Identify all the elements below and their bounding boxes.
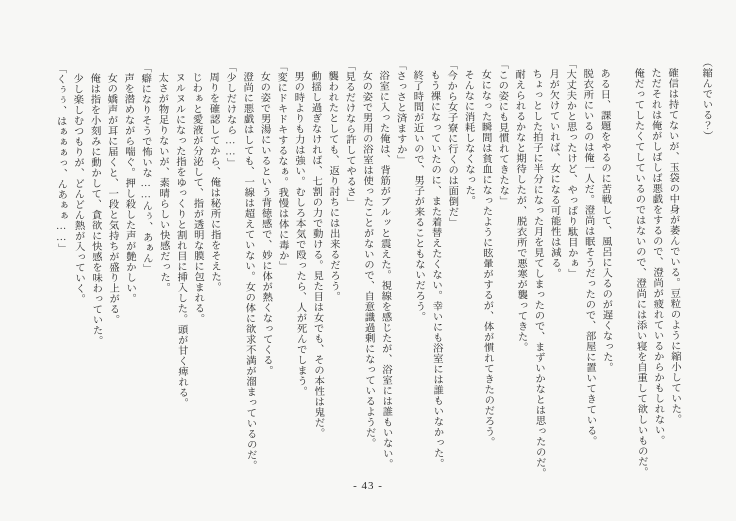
text-line: 浴室に入った俺は、背筋がブルッと震えた。視線を感じたが、浴室には誰もいない。 — [377, 70, 392, 470]
text-line: ちょっとした拍子に半分になった月を見てしまったので、まずいかなとは思ったのだ。 — [530, 68, 546, 479]
text-line: ただそれは俺がしばしば悪戯をするので、澄尚が疲れているからかもしれない。 — [649, 67, 664, 446]
text-line: 「くぅぅ、はぁぁぁっ、んあぁぁ……」 — [54, 63, 67, 254]
text-line: （縮んでいる？） — [700, 57, 712, 142]
text-line: 俺だってしたくてしているのではないので、澄尚には添い寝を自重して欲しいものだ。 — [632, 67, 648, 478]
text-line: 少し楽しむつもりが、どんどん熱が入っていく。 — [71, 73, 85, 305]
text-line: 襲われたとしても、返り討ちには出来るだろう。 — [326, 70, 340, 303]
text-line: 「さっさと済ますか」 — [394, 59, 407, 166]
text-line: 「今から女子寮に行くのは面倒だ」 — [445, 59, 458, 228]
text-line: 月が欠けていれば、女になる可能性は減る。 — [547, 68, 561, 279]
text-line: 女になった瞬間は貧血になったように眩暈がするが、体が慣れてきたのだろう。 — [479, 69, 494, 448]
text-line: 「見るだけなら許してやるさ」 — [343, 60, 356, 208]
text-line: 耐えられるかなと期待したが、脱衣所で悪寒が襲ってきた。 — [513, 69, 527, 353]
text-line: 確信は持てないが、玉袋の中身が萎んでいる。豆粒のように縮小していた。 — [666, 67, 681, 425]
text-line: 声を潜めながら喘ぐ。押し殺した声が艶かしい。 — [122, 72, 136, 304]
text-line: そんなに消耗しなくなった。 — [462, 69, 475, 207]
text-line: もう裸になっていたのに、また着替えたくない。幸いにも浴室には誰もいなかった。 — [428, 69, 443, 470]
text-line: 女の嬌声が耳に届くと、一段と気持ちが盛り上がる。 — [105, 73, 119, 326]
text-line: じわぁと愛液が分泌して、指が透明な膜に包まれる。 — [190, 72, 204, 325]
text-line: 澄尚に悪戯はしても、一線は超えていない。女の体に欲求不満が溜まっているのだ。 — [241, 71, 256, 471]
text-line: 周りを確認してから、俺は秘所に指をそえた。 — [207, 72, 221, 293]
text-line: 動揺し過ぎなければ、七割の力で動ける。見た目は女でも、その本性は鬼だ。 — [309, 71, 324, 439]
text-line: 「少しだけなら……」 — [224, 61, 237, 169]
text-line: ある日、課題をやるのに苦戦して、風呂に入るのが遅くなった。 — [598, 68, 613, 373]
text-line: 女の姿で男湯にいるという背徳感で、妙に体が熱くなってくる。 — [258, 71, 273, 377]
text-line: ヌルヌルになった指をゆっくりと割れ目に挿入した。頭が甘く痺れる。 — [173, 72, 188, 409]
text-line: 俺は指を小刻みに動かして、貪欲に快感を味わっていた。 — [88, 73, 102, 347]
page-number: - 43 - — [353, 480, 383, 492]
text-body — [44, 57, 718, 495]
text-line: 男の時よりも力は強い。むしろ本気で殴ったら、人が死んでしまう。 — [292, 71, 307, 397]
text-line: 女の姿で男用の浴室は使ったことがないので、自意識過剰になっているようだ。 — [360, 70, 375, 449]
text-line: 「癖になりそうで怖いな……んぅ、あぁん」 — [139, 62, 153, 274]
text-line: 「大丈夫かと思ったけど、やっぱり駄目かぁ」 — [564, 58, 578, 279]
text-line: 終了時間が近いので、男子が来ることもないだろう。 — [411, 70, 425, 323]
text-line: 「変にドキドキするなぁ。我慢は体に毒か」 — [275, 61, 289, 272]
text-line: 太さが物足りないが、素晴らしい快感だった。 — [156, 72, 170, 294]
text-line: 脱衣所にいるのは俺一人だ。澄尚は眠そうだったので、部屋に置いてきている。 — [581, 68, 596, 447]
text-line: 「この姿にも見慣れてきたな」 — [496, 58, 509, 207]
